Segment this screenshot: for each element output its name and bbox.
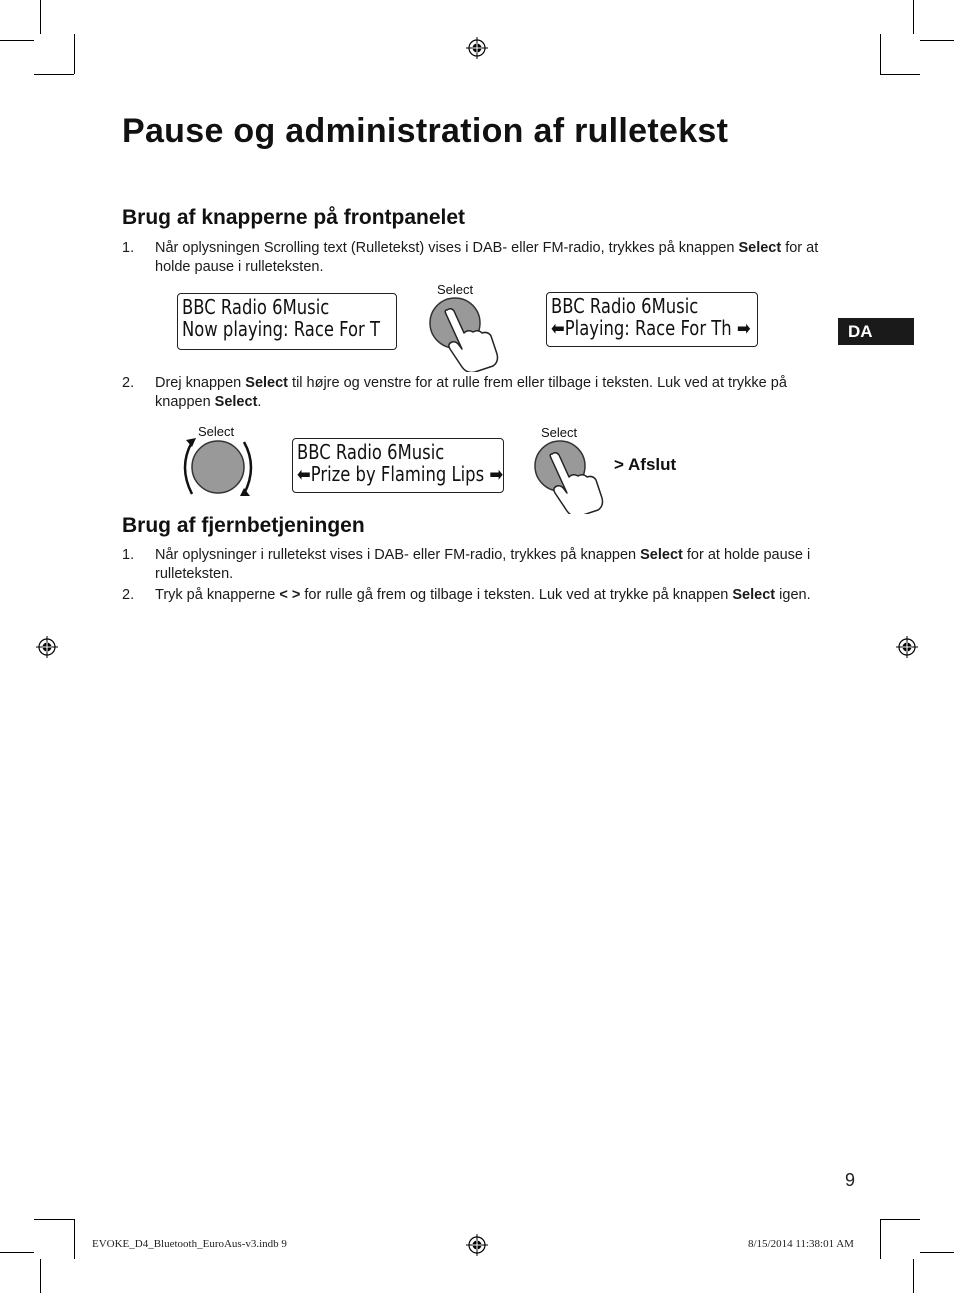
language-badge: DA [838,318,914,345]
lcd-line: BBC Radio 6Music [297,440,445,464]
crop-mark [920,40,954,41]
registration-mark-icon [896,636,918,658]
registration-mark-icon [36,636,58,658]
arrow-left-icon: ⬅ [551,316,565,340]
list-number: 1. [122,240,135,256]
arrow-right-icon: ➡ [489,462,504,486]
knob-label: Select [541,425,578,440]
crop-mark [34,1219,74,1220]
knob-label: Select [198,424,235,439]
lcd-line: Prize by Flaming Lips [310,462,485,486]
crop-mark [34,74,74,75]
section-heading-front-panel: Brug af knapperne på frontpanelet [122,206,466,229]
crop-mark [0,40,34,41]
section-heading-remote: Brug af fjernbetjeningen [122,514,365,537]
lcd-display [292,438,504,493]
lcd-line: BBC Radio 6Music [182,295,330,319]
list-number: 2. [122,375,135,391]
page-title: Pause og administration af rulletekst [122,112,729,150]
rotate-knob [178,436,258,498]
list-text: Drej knappen Select til højre og venstre for at rulle frem eller tilbage i teksten. Luk ved at trykke på knappen Select. [155,375,787,410]
crop-mark [880,34,881,74]
lcd-line: Playing: Race For Th [564,316,732,340]
footer-date: 8/15/2014 11:38:01 AM [748,1238,854,1250]
lcd-line: Now playing: Race For T [182,317,381,341]
knob-label: Select [437,282,474,297]
list-number: 2. [122,587,135,603]
registration-mark-icon [466,37,488,59]
list-text: Når oplysningen Scrolling text (Rulletekst) vises i DAB- eller FM-radio, trykkes på knappen Select for at holde pause i rulleteksten. [155,240,819,275]
list-text: Tryk på knapperne < > for rulle gå frem og tilbage i teksten. Luk ved at trykke på knappen Select igen. [155,587,811,603]
lcd-display [177,293,397,350]
footer-filename: EVOKE_D4_Bluetooth_EuroAus-v3.indb 9 [92,1238,287,1250]
crop-mark [920,1252,954,1253]
crop-mark [880,1219,881,1259]
page-number: 9 [845,1170,856,1190]
crop-mark [40,0,41,34]
arrow-right-icon: ➡ [736,316,751,340]
exit-label: > Afslut [614,455,677,474]
list-number: 1. [122,547,135,563]
list-text: Når oplysninger i rulletekst vises i DAB- eller FM-radio, trykkes på knappen Select for at holde pause i rulleteksten. [155,547,811,582]
crop-mark [40,1259,41,1293]
lcd-line: BBC Radio 6Music [551,294,699,318]
crop-mark [880,1219,920,1220]
select-knob-press [425,296,505,372]
crop-mark [913,1259,914,1293]
crop-mark [913,0,914,34]
registration-mark-icon [466,1234,488,1256]
crop-mark [74,1219,75,1259]
crop-mark [74,34,75,74]
lcd-display [546,292,758,347]
select-knob-press [530,440,610,514]
arrow-left-icon: ⬅ [297,462,311,486]
crop-mark [0,1252,34,1253]
crop-mark [880,74,920,75]
